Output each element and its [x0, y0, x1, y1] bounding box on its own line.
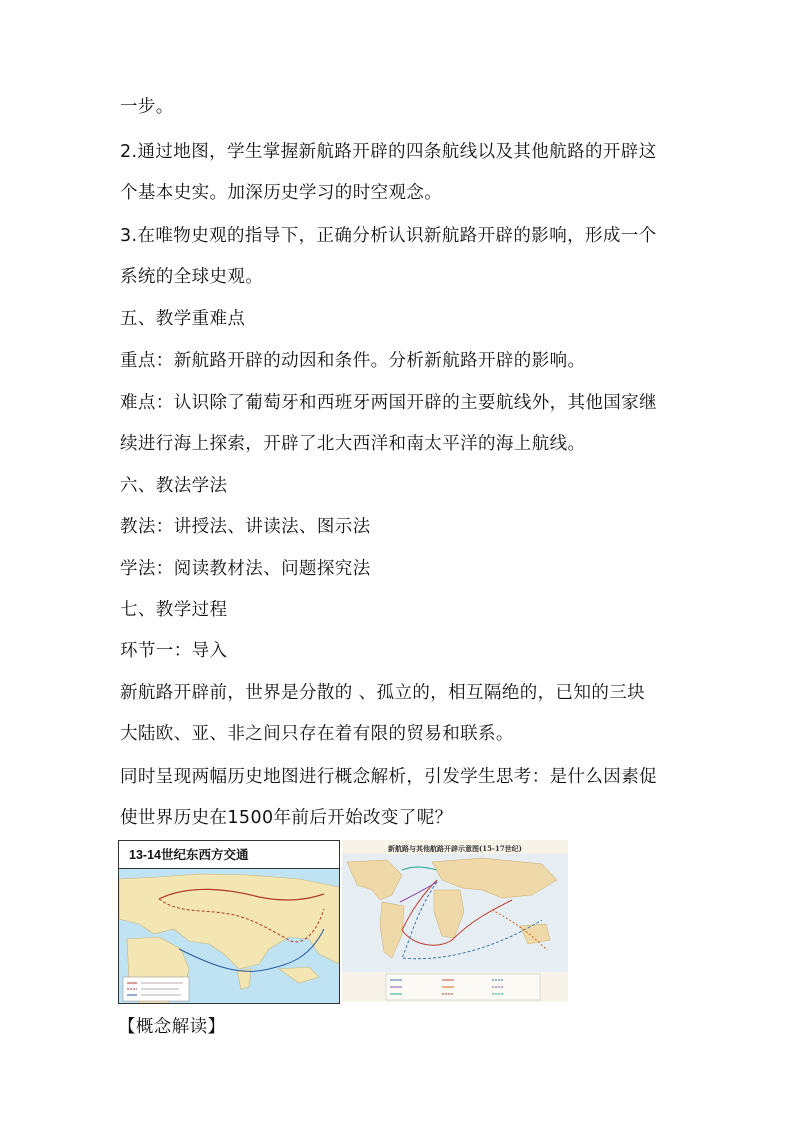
text-line-learning-methods: 学法：阅读教材法、问题探究法 [120, 559, 371, 579]
text-line-step-1: 环节一：导入 [120, 641, 228, 661]
text-line-key-points: 重点：新航路开辟的动因和条件。分析新航路开辟的影响。 [120, 351, 586, 371]
text-line-2: 2.通过地图，学生掌握新航路开辟的四条航线以及其他航路的开辟这 [120, 142, 657, 162]
section-heading-7: 七、教学过程 [120, 600, 228, 620]
text-line-intro-3: 同时呈现两幅历史地图进行概念解析，引发学生思考：是什么因素促 [120, 767, 657, 787]
section-heading-5: 五、教学重难点 [120, 309, 246, 329]
map-east-west-traffic [118, 840, 340, 1004]
map-east-west-traffic-title: 13-14世纪东西方交通 [119, 841, 339, 869]
map-new-sea-routes [342, 840, 568, 1002]
text-line-difficulties-cont: 续进行海上探索，开辟了北大西洋和南太平洋的海上航线。 [120, 434, 586, 454]
map-east-west-traffic-image [119, 869, 339, 1003]
map-new-sea-routes-image [342, 840, 568, 1002]
text-line-3: 个基本史实。加深历史学习的时空观念。 [120, 183, 443, 203]
map-figures [118, 840, 568, 1005]
section-heading-6: 六、教法学法 [120, 476, 228, 496]
text-line-difficulties: 难点：认识除了葡萄牙和西班牙两国开辟的主要航线外，其他国家继 [120, 393, 657, 413]
concept-interpretation-heading: 【概念解读】 [118, 1017, 226, 1037]
text-line-1: 一步。 [120, 97, 174, 117]
text-line-4: 3.在唯物史观的指导下，正确分析认识新航路开辟的影响，形成一个 [120, 226, 657, 246]
text-line-intro-2: 大陆欧、亚、非之间只存在着有限的贸易和联系。 [120, 724, 514, 744]
text-line-intro-4: 使世界历史在1500年前后开始改变了呢？ [120, 808, 453, 828]
map-new-sea-routes-title: 新航路与其他航路开辟示意图(15-17世纪) [387, 844, 522, 853]
text-line-intro-1: 新航路开辟前，世界是分散的 、孤立的，相互隔绝的，已知的三块 [120, 683, 646, 703]
text-line-teaching-methods: 教法：讲授法、讲读法、图示法 [120, 517, 371, 537]
text-line-5: 系统的全球史观。 [120, 267, 264, 287]
